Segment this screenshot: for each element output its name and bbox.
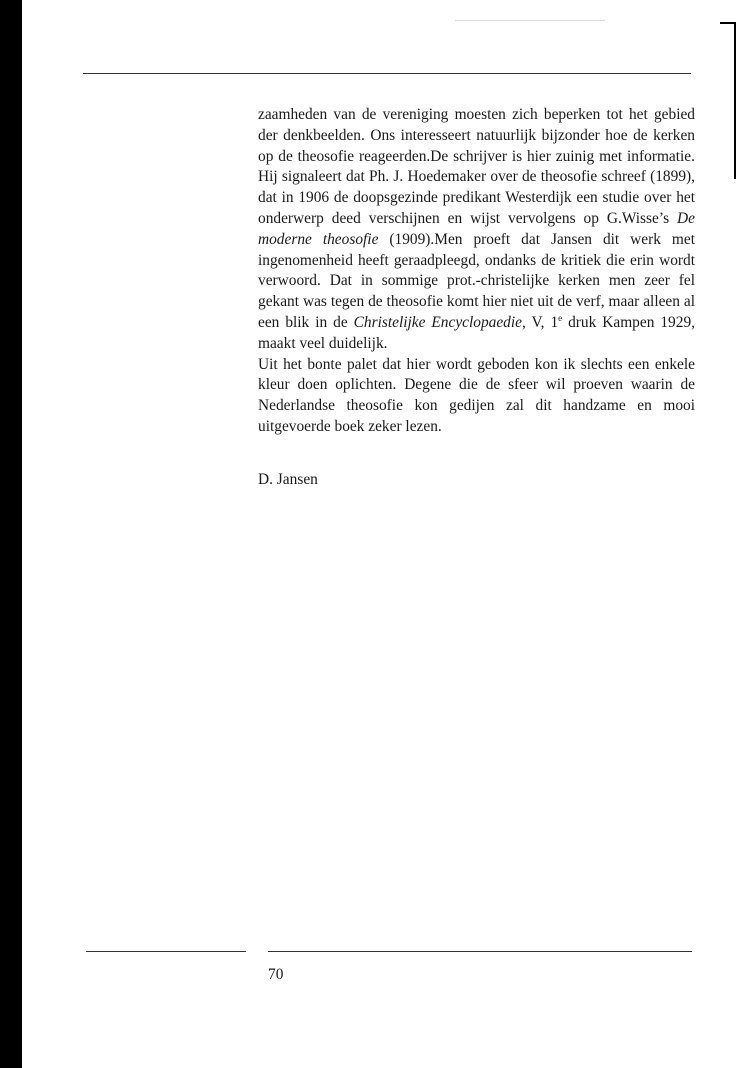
edition-superscript: e (558, 312, 563, 323)
body-text (258, 105, 695, 438)
header-rule (83, 73, 691, 74)
paragraph-1-text-c: , V, 1 (521, 313, 559, 331)
author-signature: D. Jansen (258, 471, 318, 488)
paragraph-1 (258, 105, 695, 355)
footer-rule-left (86, 951, 246, 952)
paragraph-1-text-d: druk Kampen 1929, maakt veel duidelijk. (258, 313, 695, 352)
book-title-de-moderne-theosofie: De moderne theosofie (258, 209, 695, 248)
footer-rule-right (268, 951, 692, 952)
book-title-christelijke-encyclopaedie: Christelijke Encyclopaedie (353, 313, 522, 331)
scan-edge-left (0, 0, 22, 1068)
scan-edge-right (734, 24, 736, 179)
paragraph-1-text-a: zaamheden van de vereniging moesten zich beperken tot het gebied der denkbeelden. Ons interesseert natuurlijk bijzonder hoe de kerken op de theosofie reageerden.De schrijver is hier zuinig met informatie. Hij signaleert dat Ph. J. Hoedemaker over de theosofie schreef (1899), dat in 1906 de doopsgezinde predikant Westerdijk een studie over het onderwerp deed verschijnen en wijst vervolgens op G.Wisse’s (258, 106, 695, 227)
page-number: 70 (268, 966, 284, 983)
paragraph-1-text-b: (1909).Men proeft dat Jansen dit werk met ingenomenheid heeft geraadpleegd, ondanks de kritiek die erin wordt verwoord. Dat in sommige prot.-christelijke kerken men zeer fel gekant was tegen de theosofie komt hier niet uit de verf, maar alleen al een blik in de (258, 230, 696, 331)
paragraph-2: Uit het bonte palet dat hier wordt geboden kon ik slechts een enkele kleur doen oplichten. Degene die de sfeer wil proeven waarin de Nederlandse theosofie kon gedijen zal dit handzame en mooi uitgevoerde boek zeker lezen. (258, 355, 695, 435)
scan-faint-line (455, 20, 605, 21)
